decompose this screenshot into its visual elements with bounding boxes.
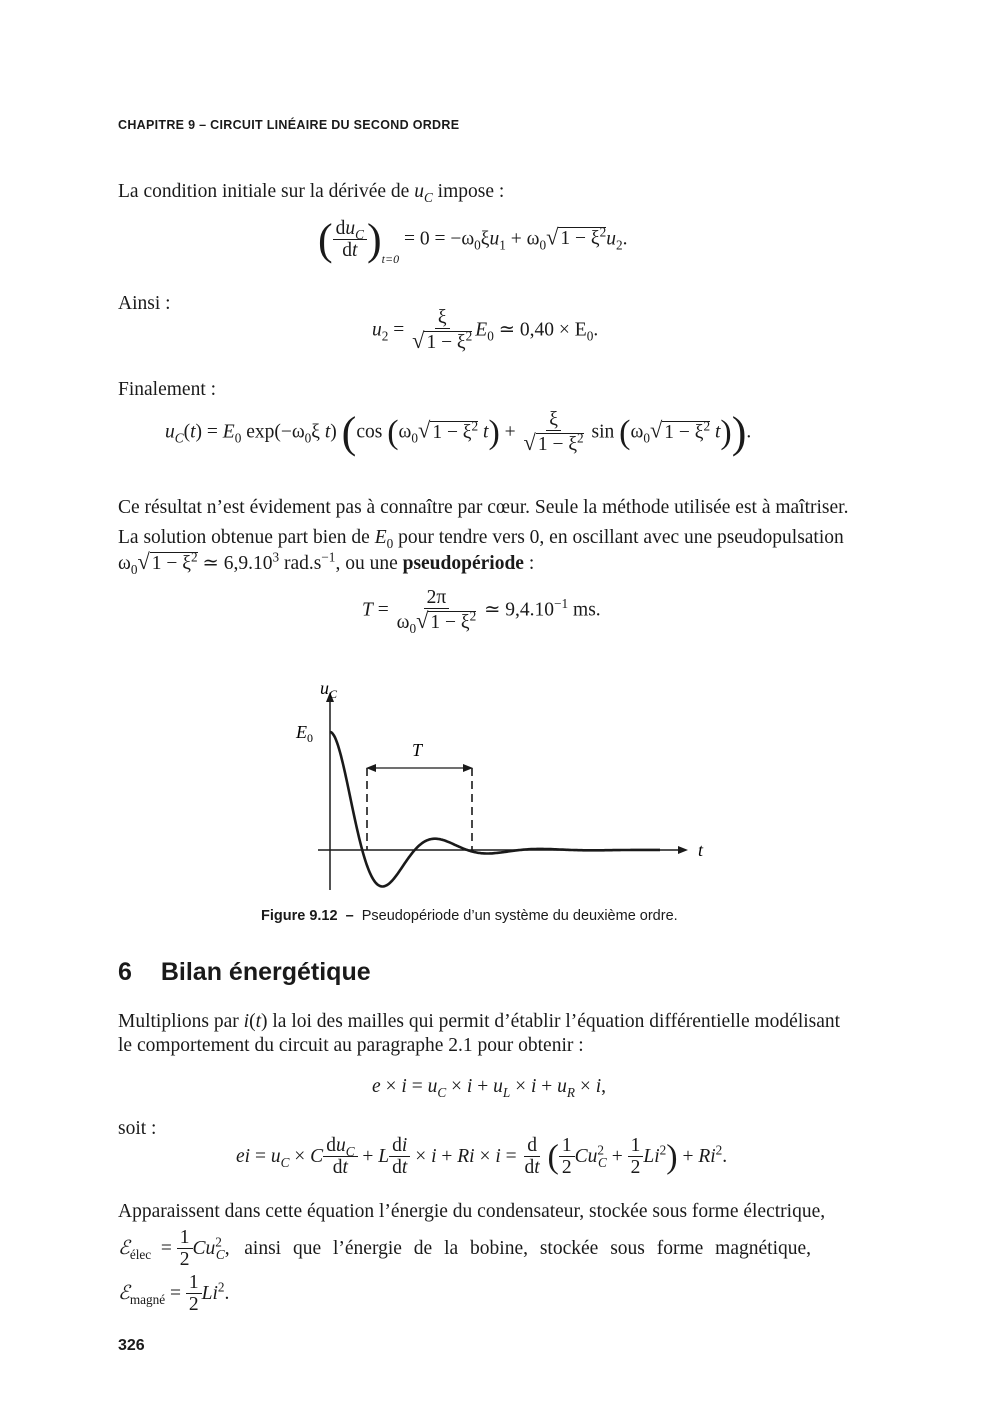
header-separator: – xyxy=(199,118,207,132)
paragraph-derivative-condition: La condition initiale sur la dérivée de $u_C$ impose : xyxy=(118,181,505,205)
soit-label: soit : xyxy=(118,1118,157,1139)
equation-uc-solution: $u_C(t) = E_0$ $\exp(-\omega_0\xi$ t) (cos ($\omega_0√$ $1 - \xi^2$ t) + $\frac{\xi}{√ 1 - \xi^2}$ $\sin (\omega_0√$ $1 - \xi^2$ t)). xyxy=(165,408,752,458)
equation-period: T = $\frac{2\pi}{\omega_0√ 1 - \xi^2}$ ≃ $9,4.10^{-1}$ ms. xyxy=(362,587,601,637)
section-title: Bilan énergétique xyxy=(160,958,371,986)
equation-power-balance: ei = $u_C \times C$ $\frac{du_C}{dt}$ + L $\frac{di}{dt}$ × i + Ri × i = $\frac{d}{dt}$ ( $\frac{1}{2}$ $Cu^2_C$ + $\frac{1}{2}$ $Li^2) + Ri^2$. xyxy=(236,1135,728,1179)
x-axis-label: t xyxy=(698,840,704,860)
section-heading xyxy=(118,958,371,987)
finalement-label: Finalement : xyxy=(118,379,217,400)
running-header xyxy=(118,118,459,132)
damped-response-curve xyxy=(330,732,660,887)
term-pseudoperiode: pseudopériode xyxy=(402,553,524,574)
equation-mesh-power: $e \times i = u_C \times i + u_L \times i + u_R \times i$, xyxy=(372,1076,607,1100)
equation-derivative-at-zero: ( $\frac{du_C}{dt}$ )$_{t=0} = 0 = -\omega_0\xi u_1 + \omega_0√$ $1 - \xi^2u_2$. xyxy=(318,215,628,267)
paragraph-energies: Apparaissent dans cette équation l’énergie du condensateur, stockée sous forme électrique, ℰ$_{élec}$ = $\frac{1}{2}$ $Cu^2_C$, ainsi que l’énergie de la bobine, stockée sous forme magnétique, ℰ$_{magné}$ = $\frac{1}{2}$ Li$^2$. xyxy=(118,1201,826,1316)
page-number: 326 xyxy=(118,1337,145,1354)
chapter-title: CIRCUIT LINÉAIRE DU SECOND ORDRE xyxy=(210,118,460,132)
y-axis-label: $u_C$ xyxy=(320,678,338,701)
equation-u2: $u_2$ = $\frac{\xi}{√ 1 - \xi^2}$ $E_0$ ≃ $0,40 \times E_0$. xyxy=(372,307,599,354)
x-axis-arrow xyxy=(678,846,688,854)
e0-label: $E_0$ xyxy=(296,722,313,745)
paragraph-multiplions: Multiplions par i(t) la loi des mailles qui permit d’établir l’équation différentielle modélisant le comportement du circuit au paragraphe 2.1 pour obtenir : xyxy=(118,1011,841,1056)
period-label: T xyxy=(412,740,423,760)
figure-number: Figure 9.12 xyxy=(261,908,338,924)
chapter-label: CHAPITRE 9 xyxy=(118,118,196,132)
section-number: 6 xyxy=(118,958,132,986)
figure-pseudoperiod-plot xyxy=(290,670,720,900)
ainsi-label: Ainsi : xyxy=(118,293,171,314)
figure-caption: Figure 9.12 – Pseudopériode d’un système du deuxième ordre. xyxy=(261,908,678,924)
paragraph-result: Ce résultat n’est évidement pas à connaître par cœur. Seule la méthode utilisée est à maîtriser. La solution obtenue part bien de $E_0$ pour tendre vers 0, en oscillant avec une pseudopulsation $\omega_0√$ $1 - \xi^2$ ≃ 6,9.10$^3$ $rad.s^{-1}$, ou une pseudopériode : xyxy=(118,497,849,577)
